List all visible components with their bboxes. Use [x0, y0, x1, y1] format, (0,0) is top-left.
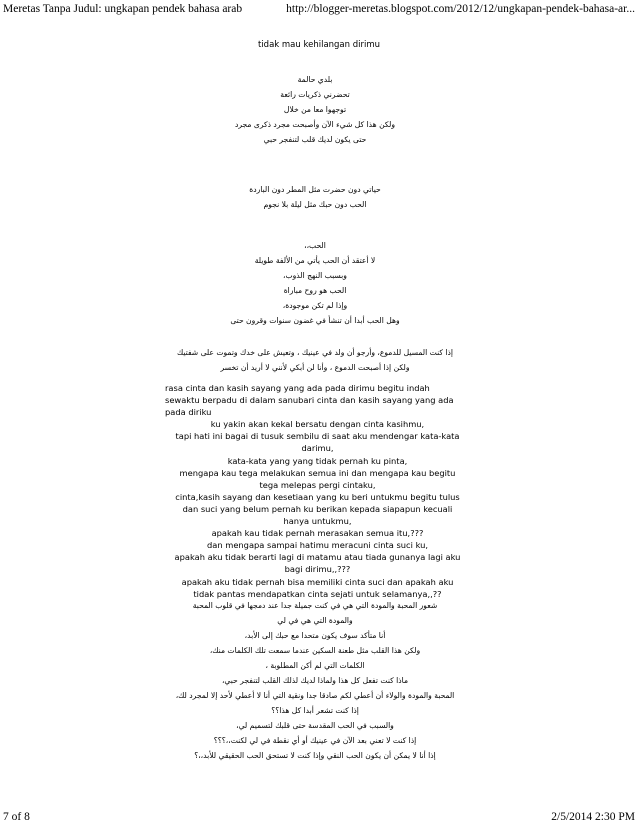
- arabic-line: المحبة والمودة والولاء أن أعطي لكم صادقا جدا ونقية التي أنا لا أعطي لأحد إلا لمجرد لك،: [175, 691, 455, 700]
- arabic-line: الحب،،: [304, 241, 326, 250]
- browser-page-title: Meretas Tanpa Judul: ungkapan pendek bahasa arab: [3, 3, 243, 15]
- arabic-line: وبسبب النهج الذوب،: [283, 271, 347, 280]
- malay-line: hanya untukmu,: [283, 516, 352, 527]
- arabic-line: وهل الحب أبدا أن تنشأ في غضون سنوات وقرون حتى: [230, 316, 400, 325]
- arabic-stanza-3: [100, 238, 530, 328]
- arabic-line: حتى يكون لديك قلب لتنفجر حبي: [263, 135, 367, 144]
- print-timestamp: 2/5/2014 2:30 PM: [551, 811, 635, 823]
- arabic-line: والسبب في الحب المقدسة حتى قلبك لتسميم لي،: [236, 721, 394, 730]
- arabic-line: إذا أنا لا يمكن أن يكون الحب النقي وإذا كنت لا تستحق الحب الحقيقي للأبد،،؟: [194, 751, 436, 760]
- arabic-line: توجهوا معا من خلال: [283, 105, 347, 114]
- arabic-line: ولكن هذا القلب مثل طعنة السكين عندما سمعت تلك الكلمات منك،: [209, 646, 421, 655]
- malay-line: tapi hati ini bagai di tusuk sembilu di saat aku mendengar kata-kata: [175, 431, 460, 442]
- malay-line: mengapa kau tega melakukan semua ini dan mengapa kau begitu: [179, 467, 456, 478]
- arabic-line: بلدي حالمة: [297, 75, 333, 84]
- arabic-line: لا أعتقد أن الحب يأتي من الألفة طويلة: [254, 256, 376, 265]
- malay-line: tega melepas pergi cintaku,: [259, 479, 376, 490]
- malay-line: apakah aku tidak pernah bisa memiliki cinta suci dan apakah aku: [181, 576, 454, 587]
- malay-line: rasa cinta dan kasih sayang yang ada pada dirimu begitu indah: [165, 383, 430, 393]
- arabic-line: حياتي دون حضرت مثل المطر دون الباردة: [249, 185, 381, 194]
- malay-line: dan mengapa sampai hatimu meracuni cinta suci ku,: [206, 540, 429, 551]
- malay-line: kata-kata yang yang tidak pernah ku pinta,: [227, 455, 408, 466]
- post-title: tidak mau kehilangan dirimu: [257, 40, 381, 50]
- arabic-line: الحب دون حبك مثل ليلة بلا نجوم: [263, 200, 367, 209]
- malay-line: apakah aku tidak berarti lagi di matamu atau tiada gunanya lagi aku: [174, 552, 461, 563]
- arabic-line: شعور المحبة والمودة التي هي في كنت جميلة جدا عند دمجها في قلوب المحبة: [192, 601, 438, 610]
- malay-line: apakah kau tidak pernah merasakan semua itu,???: [211, 528, 424, 539]
- page-url: http://blogger-meretas.blogspot.com/2012/12/ungkapan-pendek-bahasa-ar...: [286, 3, 635, 15]
- malay-line: darimu,: [301, 443, 334, 454]
- malay-line: cinta,kasih sayang dan kesetiaan yang ku beri untukmu begitu tulus: [175, 491, 460, 502]
- arabic-line: إذا كنت المسيل للدموع، وأرجو أن ولد في عينيك ، وتعيش على خدك وتموت على شفتيك: [176, 348, 454, 357]
- arabic-line: إذا كنت تشعر أبدا كل هذا؟؟: [271, 706, 359, 715]
- malay-line: pada diriku: [165, 407, 212, 418]
- arabic-stanza-1: [100, 72, 530, 147]
- arabic-line: أنا متأكد سوف يكون متحدا مع حبك إلى الأبد،: [244, 631, 386, 640]
- malay-line: ku yakin akan kekal bersatu dengan cinta kasihmu,: [210, 419, 425, 430]
- arabic-line: ولكن إذا أصبحت الدموع ، وأنا لن أبكي لأنني لا أريد أن تخسر: [220, 363, 410, 372]
- malay-line: tidak pantas mendapatkan cinta sejati untuk selamanya,,??: [193, 588, 442, 599]
- malay-line: sewaktu berpadu di dalam sanubari cinta dan kasih sayang yang ada: [165, 395, 454, 406]
- arabic-line: ولكن هذا كل شيء الآن وأصبحت مجرد ذكرى مجرد: [234, 120, 396, 129]
- arabic-line: الكلمات التي لم أكن المطلوبة ،: [265, 661, 365, 670]
- arabic-line: إذا كنت لا تعني بعد الآن في عينيك أو أي نقطة في لي لكنت،،؟؟؟: [213, 736, 417, 745]
- arabic-stanza-4: [100, 345, 530, 375]
- arabic-stanza-2: [100, 182, 530, 212]
- page-number: 7 of 8: [3, 811, 30, 823]
- arabic-line: الحب هو روح مباراة: [283, 286, 347, 295]
- arabic-line: ماذا كنت تفعل كل هذا ولماذا لديك لذلك القلب لتنفجر حبي،: [221, 676, 409, 685]
- arabic-line: تحضرني ذكريات رائعة: [280, 90, 350, 99]
- malay-poem: [165, 382, 470, 600]
- arabic-line: والمودة التي هي في لي: [277, 616, 353, 625]
- malay-line: dan suci yang belum pernah ku berikan kepada siapapun kecuali: [182, 503, 453, 514]
- arabic-line: وإذا لم تكن موجودة،: [282, 301, 348, 310]
- arabic-stanza-5: [100, 598, 530, 763]
- malay-line: bagi dirimu,,???: [284, 564, 351, 575]
